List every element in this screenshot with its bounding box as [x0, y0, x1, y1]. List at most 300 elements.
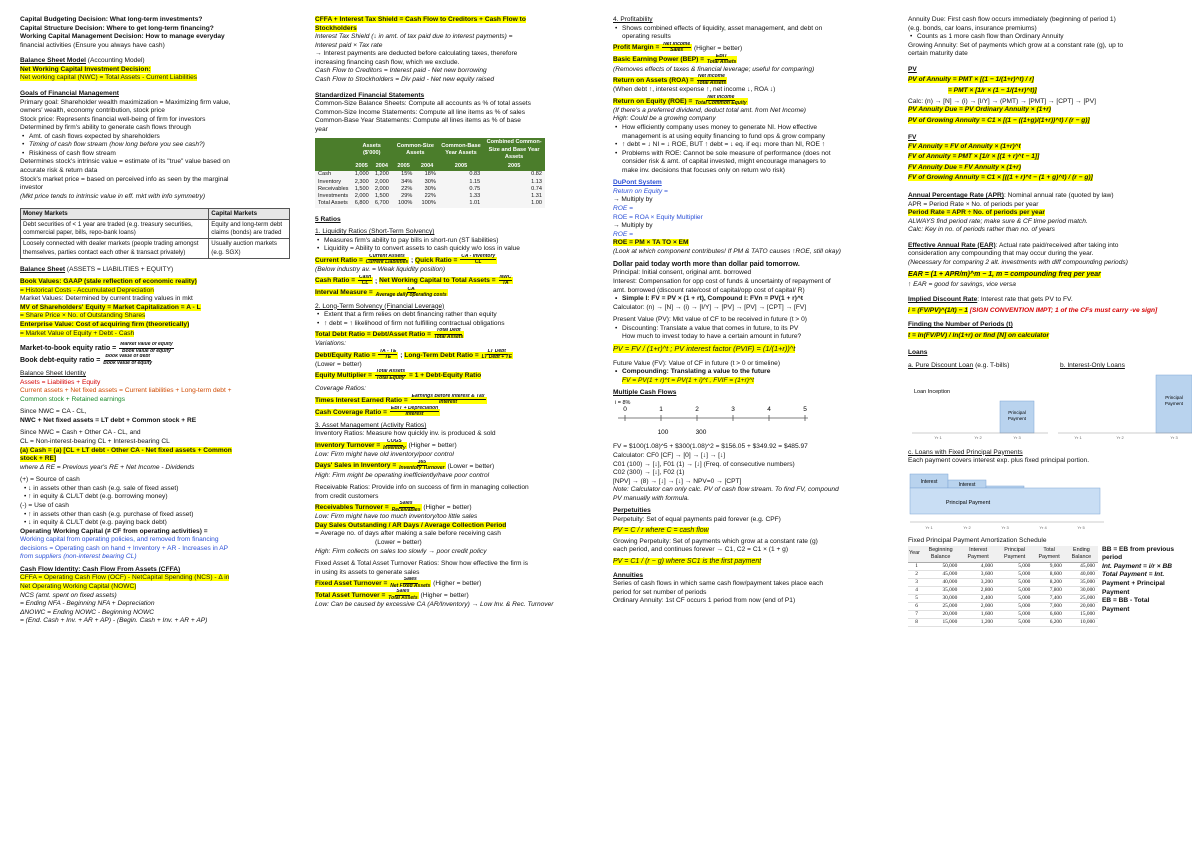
cr-den: Current Liabilities — [365, 259, 409, 266]
bep-den: Total Assets — [706, 59, 737, 66]
ear-tail: ↑ EAR = good for savings, vice versa — [908, 280, 1016, 288]
am-cell: 1 — [908, 562, 921, 570]
am-cell: 25,000 — [921, 602, 960, 610]
ccr-num: EBIT + Depreciation — [390, 405, 439, 411]
dsi-num: 365 — [417, 459, 427, 465]
bdr-den: Book value of equity — [103, 359, 153, 366]
cfi-line: NCS (amt. spent on fixed assets) — [20, 591, 117, 599]
im-num: CA — [407, 286, 415, 292]
im-fraction — [376, 287, 447, 299]
pdl-note: (e.g. T-bills) — [973, 361, 1010, 369]
cash-num: Cash — [358, 274, 372, 280]
am-row — [908, 618, 1098, 626]
am-cell: 40,000 — [1065, 570, 1098, 578]
am-title: 3. Asset Management (Activity Ratios) — [315, 421, 427, 429]
mtb-label: Market-to-book equity ratio = — [20, 344, 117, 352]
am-cell: 2,400 — [960, 594, 996, 602]
ccr-label: Cash Coverage Ratio = — [315, 408, 388, 416]
am-header: Ending Balance — [1065, 546, 1098, 563]
tdr-label: Total Debt Ratio = Debt/Asset Ratio = — [315, 330, 432, 338]
simple-interest: • Simple I: FV = PV × (1 + rt), Compound I: FVn = PV(1 + r)^t — [613, 295, 896, 304]
fv-annuity-due: FV Annuity Due = FV Annuity × (1+r) — [908, 163, 1021, 171]
mcf-line: Calculator: CF0 [CF] → [0] → [↓] → [↓] — [613, 451, 726, 459]
am-cell: 3 — [908, 578, 921, 586]
am-cell: 5,000 — [996, 602, 1033, 610]
cs-cell: 2,000 — [372, 186, 392, 193]
source-line: • ↓ in equity & CL/LT debt (e.g. paying back debt) — [24, 519, 167, 527]
fv-title: Future Value (FV): Value of CF in future (t > 0 or timeline) — [613, 359, 781, 367]
cs-row — [315, 186, 545, 193]
variations: Variations: — [315, 340, 346, 348]
am-cell: 5 — [908, 594, 921, 602]
ad-line: Annuity Due: First cash flow occurs immediately (beginning of period 1) — [908, 16, 1116, 23]
qr-label: Quick Ratio = — [415, 256, 458, 264]
prof-bullet: operating results — [622, 33, 671, 41]
im-den: Average daily operating costs — [375, 292, 447, 299]
cov-title: Coverage Ratios: — [315, 385, 366, 393]
am-cell: 5,000 — [996, 578, 1033, 586]
am-cell: 9,000 — [1033, 562, 1064, 570]
cs-sub: 2005 — [351, 162, 371, 171]
goals-tail: Stock's market price = based on perceived info as seen by the marginal — [20, 175, 229, 183]
dupont-final: ROE = PM × TA TO × EM — [613, 239, 689, 247]
rt-tail: (Higher = better) — [423, 504, 472, 512]
mcf-line: PV manually with formula. — [613, 494, 690, 502]
mtb-den: Book value of equity — [122, 347, 171, 354]
pdl-year: Yr 3 — [1013, 434, 1021, 440]
inv-line: Inventory Ratios: Measure how quickly inv. is produced & sold — [315, 430, 496, 438]
bs-note: (ASSETS = LIABILITIES + EQUITY) — [65, 265, 174, 273]
cs-sub: 2005 — [483, 162, 545, 171]
cfi-line: = (End. Cash + Inv. + AR + AP) - (Begin. Cash + Inv. + AR + AP) — [20, 617, 208, 625]
fp-principal-label: Principal Payment — [945, 499, 991, 506]
fp-interest-bar — [986, 486, 1024, 488]
bep-num: EBIT — [715, 53, 728, 59]
am-cell: 7,800 — [1033, 586, 1064, 594]
pm-den: Sales — [670, 47, 684, 54]
cfi-hl: CFFA = Operating Cash Flow (OCF) - NetCapital Spending (NCS) - Δ in — [20, 574, 230, 582]
pm-num: Net Income — [663, 41, 691, 47]
timeline-tick-label: 0 — [623, 405, 627, 413]
am-cell: 8,200 — [1033, 578, 1064, 586]
sfs-line: Common-Size Income Statements: Compute all line items as % of sales — [315, 108, 525, 116]
dso-line: = Average no. of days after making a sale before receiving cash — [315, 530, 501, 538]
em-tail: = 1 + Debt-Equity Ratio — [409, 372, 482, 380]
am-cell: 6,600 — [1033, 610, 1064, 618]
ear-formula: EAR = (1 + APR/m)^m − 1, m = compounding freq per year — [908, 270, 1101, 278]
common-size-table — [315, 138, 545, 207]
roa-den: Total Assets — [696, 79, 727, 86]
pm-label: Profit Margin = — [613, 44, 660, 52]
cs-cell: 1.15 — [439, 179, 483, 186]
perp-title: Perpetuities — [613, 507, 651, 515]
bep-note: (Removes effects of taxes & financial leverage; useful for comparing) — [613, 65, 815, 73]
tdr-den: Total Assets — [433, 333, 464, 340]
iol-year: Yr 3 — [1170, 434, 1178, 440]
mtb-fraction — [119, 342, 174, 354]
am-cell: 15,000 — [921, 618, 960, 626]
cs-cell: 0.75 — [439, 186, 483, 193]
fp-interest-label: Interest — [958, 481, 976, 488]
mtb-num: Market value of equity — [120, 342, 173, 348]
pm-fraction — [662, 42, 691, 54]
cs-header: Assets ($'000) — [351, 138, 391, 162]
roa-label: Return on Assets (ROA) = — [613, 77, 694, 84]
iol-year: Yr 1 — [1074, 434, 1082, 440]
cs-cell: 100% — [392, 200, 415, 207]
dsi-label: Days' Sales in Inventory = — [315, 462, 397, 470]
sfs-line: year — [315, 125, 328, 133]
am-note: Int. Payment = i/r × BB — [1102, 562, 1172, 570]
markets-cell: Equity and long-term debt claims (bonds) are traded — [209, 220, 290, 239]
bdr-label: Book debt-equity ratio = — [20, 356, 101, 364]
roe-bullet: make inv. decisions that focuses only on return w/o risk) — [622, 166, 785, 174]
cffa-hl: Stockholders — [315, 24, 357, 32]
am-cell: 1,200 — [960, 618, 996, 626]
ear-title: Effective Annual Rate (EAR) — [908, 241, 996, 249]
cash-den: CL — [361, 280, 369, 287]
fp-interest-label: Interest — [920, 478, 938, 485]
interest-only-loan-chart — [1058, 375, 1192, 440]
principal-payment-label: Principal — [1008, 409, 1026, 415]
ann-title: Annuities — [613, 571, 644, 579]
intro-line: financial activities (Ensure you always have cash) — [20, 41, 165, 49]
roe-bullet: • How efficiently company uses money to generate NI. How effective — [613, 124, 896, 133]
de-label: Debt/Equity Ratio = — [315, 351, 376, 359]
tax-line: Interest Tax Shield (↓ in amt. of tax paid due to interest payments) = — [315, 33, 513, 41]
it-num: COGS — [387, 439, 402, 445]
timeline-tick-label: 3 — [731, 405, 735, 413]
am-cell: 8 — [908, 618, 921, 626]
apr-line: ALWAYS find period rate; make sure & CF time period match. — [908, 217, 1088, 225]
am-cell: 3,600 — [960, 570, 996, 578]
am-cell: 35,000 — [1065, 578, 1098, 586]
iol-year: Yr 2 — [1116, 434, 1124, 440]
it-low: Low: Firm might have old inventory/poor control — [315, 451, 454, 459]
markets-table — [20, 208, 290, 258]
cs-cell: 1.00 — [483, 200, 545, 207]
qr-num: CA - Inventory — [461, 253, 496, 259]
em-fraction — [375, 369, 406, 381]
bv-line: = Historical Costs - Accumulated Depreciation — [20, 286, 154, 294]
cash-equation-2: stock + RE] — [20, 455, 57, 463]
am-cell: 7,000 — [1033, 602, 1064, 610]
tat-label: Total Asset Turnover = — [315, 591, 386, 599]
nwc-line: NWC + Net fixed assets = LT debt + Common stock + RE — [20, 416, 197, 424]
tat-fraction — [388, 589, 417, 601]
qr-den: CL — [474, 259, 482, 266]
am-header: Principal Payment — [996, 546, 1033, 563]
markets-header: Capital Markets — [209, 209, 290, 220]
timeline-tick-label: 2 — [695, 405, 699, 413]
ear-line: (Necessary for comparing 2 alt. investments with diff compounding periods) — [908, 258, 1128, 266]
bv-line: Book Values: GAAP (stale reflection of economic reality) — [20, 278, 197, 286]
loan-inception-label: Loan Inception — [914, 388, 951, 395]
dupont-line: Return on Equity = — [613, 187, 668, 195]
tvm-line: Interest: Compensation for opp cost of funds & uncertainty of repayment of — [613, 278, 831, 286]
goals-bullet: • Timing of cash flow stream (how long before you see cash?) — [20, 141, 290, 150]
cs-row — [315, 193, 545, 200]
am-note: Total Payment = Int. — [1102, 571, 1165, 579]
liq-note: (Below industry av. = Weak liquidity position) — [315, 265, 446, 273]
idr-formula: i = (FV/PV)^(1/t) − 1 — [908, 306, 968, 314]
intro-line: Capital Structure Decision: Where to get long-term financing? — [20, 24, 214, 32]
mcf-line: C01 (100) → [↓], F01 (1) → [↓] (Freq. of consecutive numbers) — [613, 460, 795, 468]
ad-line: (e.g. bonds, car loans, insurance premiums) — [908, 24, 1037, 32]
roe-bullet: • ↑ debt = ↓ NI = ↓ ROE, BUT ↑ debt = ↓ eq. if eq↓ more than NI, ROE ↑ — [613, 141, 896, 150]
it-tail: (Higher = better) — [408, 441, 457, 449]
am-note: Payment — [1102, 605, 1130, 613]
rec-title: Receivable Ratios: Provide info on success of firm in managing collection — [315, 484, 529, 492]
cffa-hl: CFFA + Interest Tax Shield = Cash Flow to Creditors + Cash Flow to — [315, 16, 526, 23]
tie-label: Times Interest Earned Ratio = — [315, 396, 408, 404]
cs-cell: 30% — [415, 186, 438, 193]
markets-header: Money Markets — [21, 209, 209, 220]
sfs-line: Common-Size Balance Sheets: Compute all accounts as % of total assets — [315, 100, 531, 108]
source-line: (+) = Source of cash — [20, 476, 80, 484]
am-row — [908, 610, 1098, 618]
fat-tail: (Higher = better) — [433, 579, 482, 587]
bep-label: Basic Earning Power (BEP) = — [613, 56, 705, 64]
calc-line: Calculator: (n) → [N] → (i) → [I/Y] → [PV] → [PV] → [CPT] → [FV] — [613, 303, 807, 311]
tax-line: increasing financing cash flow, which we exclude. — [315, 58, 460, 66]
fp-years — [925, 525, 1085, 530]
lfp-line: Each payment covers interest exp. plus fixed principal portion. — [908, 457, 1090, 465]
pure-discount-loan-chart — [912, 389, 1048, 440]
cs-sub — [315, 162, 351, 171]
roe-label: Return on Equity (ROE) = — [613, 97, 693, 105]
roa-num: Net Income — [697, 74, 725, 80]
tvm-title: Dollar paid today worth more than dollar paid tomorrow. — [613, 261, 800, 269]
loans-title: Loans — [908, 349, 928, 357]
cs-cell: 29% — [392, 193, 415, 200]
fnp-formula: t = ln(FV/PV) / ln(1+r) or find [N] on calculator — [908, 331, 1050, 339]
am-notes — [1102, 546, 1192, 615]
fv-annuity: FV Annuity = FV of Annuity × (1+r)^t — [908, 142, 1021, 150]
cs-header: Common-Base Year Assets — [439, 138, 483, 162]
liq-bullet: • Liquidity = Ability to convert assets to cash quickly w/o loss in value — [315, 245, 590, 254]
am-cell: 4,000 — [960, 562, 996, 570]
bv-line: = Market Value of Equity + Debt - Cash — [20, 329, 135, 337]
cr-fraction — [366, 254, 409, 266]
qr-fraction — [460, 254, 496, 266]
lts-bullet: • ↑ debt = ↑ likelihood of firm not fulfilling contractual obligations — [315, 320, 590, 329]
owc-line: Working capital from operating policies, and removed from financing — [20, 536, 219, 544]
goals-title: Goals of Financial Management — [20, 89, 119, 97]
column-2: CFFA + Interest Tax Shield = Cash Flow to Creditors + Cash Flow to Stockholders Interest Tax Shield (↓ in amt. of tax paid due to interest payments) = Interest paid × Tax rate → Interest payments are deducted before calculating taxes, therefore increasing financing cash flow, which we exclude. Cash Flow to Creditors = Interest paid - Net new borrowing Cash Flow to Stockholders = Div paid - Net new equity raised Standardized Financial Statements Common-Size Balance Sheets: Compute all accounts as % of total assets Common-Size Income Statements: Compute all line items as % of sales Common-Base Year Statements: Compute all lines items as % of base year Assets ($'000) Common-Size Assets Common-Base Year Assets Combined Common-Size and Base Year Assets 2005 2004 2005 2004 2005 2005 Cash 1,000 1,200 15% 18% 0.83 0.82 Inventory 2,300 2,000 34% 30% 1.15 1.13 Receivables 1,500 2,000 22% 30% 0.75 0.74 Investments 2,000 1,500 29% 22% 1.33 1.31 Total Assets 6,800 6,700 100% 100% 1.01 1.00 5 Ratios 1. Liquidity Ratios (Short-Term Solvency) • Measures firm's ability to pay bills in short-run (ST liabilities) • Liquidity = Ability to convert assets to cash quickly w/o loss in value Current Ratio = $\frac{\text{Current Assets}}{\text{Current Liabilities}}$ ; Quick Ratio = $\frac{\text{CA - Inventory}}{CL}$ (Below industry av. = Weak liquidity position) Cash Ratio = $\frac{\text{Cash}}{CL}$ ; Net Working Capital to Total Assets = $\frac{\text{NWC}}{TA}$ Interval Measure = $\frac{CA}{\text{Average daily operating costs}}$ 2. Long-Term Solvency (Financial Leverage) • Extent that a firm relies on debt financing rather than equity • ↑ debt = ↑ likelihood of firm not fulfilling contractual obligations Total Debt Ratio = Debt/Asset Ratio = $\frac{\text{Total Debt}}{\text{Total Assets}}$ Variations: Debt/Equity Ratio = $\frac{TA - TE}{TE}$ ; Long-Term Debt Ratio = $\frac{\text{LT Debt}}{\text{LT Debt + TE}}$ (Lower = better) Equity Multiplier = $\frac{\text{Total Assets}}{\text{Total Equity}}$ = 1 + Debt-Equity Ratio Coverage Ratios: Times Interest Earned Ratio = $\frac{\text{Earnings Before Interest \& Tax}}{\text{Interest}}$ Cash Coverage Ratio = $\frac{\text{EBIT + Depreciation}}{\text{Interest}}$ 3. Asset Management (Activity Ratios) Inventory Ratios: Measure how quickly inv. is produced & sold Inventory Turnover = $\frac{\text{COGS}}{\text{Inventory}}$ (Higher = better) Low: Firm might have old inventory/poor control Days' Sales in Inventory = $\frac{365}{\text{Inventory Turnover}}$ (Lower = better) High: Firm might be operating inefficiently/have poor control Receivable Ratios: Provide info on success of firm in managing collection from credit customers Receivables Turnover = $\frac{\text{Sales}}{\text{Receivables}}$ (Higher = better) Low: Firm might have too much inventory/too little sales Day Sales Outstanding / AR Days / Average Collection Period = Average no. of days after making a sale before receiving cash (Lower = better) High: Firm collects on sales too slowly → poor credit policy Fixed Asset & Total Asset Turnover Ratios: Show how effective the firm is in using its assets to generate sales Fixed Asset Turnover = $\frac{\text{Sales}}{\text{Net Fixed Assets}}$ (Higher = better) Total Asset Turnover = $\frac{\text{Sales}}{\text{Total Assets}}$ (Higher = better) Low: Can be caused by excessive CA (AR/Inventory) → Low Inv. & Rec. Turnover — [315, 16, 590, 846]
pv-annuity-2: = PMT × [1/r × (1 − 1/(1+r)^t)] — [948, 86, 1037, 94]
goals-bullet: • Riskiness of cash flow stream — [20, 150, 290, 159]
owc-line: decisions = Operating cash on hand + Inventory + AR - Increases in AP — [20, 544, 229, 552]
fat-den: Net Fixed Assets — [390, 582, 431, 589]
roe-line: High: Could be a growing company — [613, 115, 716, 123]
intro-line: Working Capital Management Decision: How to manage everyday — [20, 33, 225, 41]
am-cell: 5,000 — [996, 594, 1033, 602]
am-cell: 20,000 — [921, 610, 960, 618]
goals-tail: investor — [20, 184, 44, 192]
gp-formula: PV = C1 / (r − g) where SC1 is the first payment — [613, 557, 762, 565]
timeline-tick-label: 1 — [659, 405, 663, 413]
apr-line: APR = Period Rate × No. of periods per year — [908, 200, 1039, 208]
nwcta-fraction — [499, 275, 513, 287]
prof-bullet: • Shows combined effects of liquidity, asset management, and debt on — [613, 25, 896, 34]
am-row — [908, 570, 1098, 578]
bsi-line: Current assets + Net fixed assets = Current liabilities + Long-term debt + — [20, 387, 232, 395]
fv-growing-annuity: FV of Growing Annuity = C1 × [((1 + r)^t − (1 + g)^t) / (r − g)] — [908, 174, 1093, 182]
pv-bullet: • Discounting: Translate a value that comes in future, to its PV — [613, 325, 896, 334]
cash-flow-timeline — [613, 398, 813, 440]
ccr-fraction — [390, 406, 439, 418]
timeline-value: 100 — [657, 428, 669, 436]
cs-row — [315, 171, 545, 178]
nwc-formula: Net working capital (NWC) = Total Assets - Current Liabilities — [20, 74, 198, 82]
cs-sub: 2005 — [392, 162, 415, 171]
liq-title: 1. Liquidity Ratios (Short-Term Solvency) — [315, 228, 435, 236]
ltd-label: Long-Term Debt Ratio = — [404, 351, 479, 359]
cfi-title: Cash Flow Identity: Cash Flow From Assets (CFFA) — [20, 565, 181, 573]
am-header: Total Payment — [1033, 546, 1064, 563]
bv-line: = Share Price × No. of Outstanding Shares — [20, 312, 146, 320]
cash-note: where Δ RE = Previous year's RE + Net Income - Dividends — [20, 463, 195, 471]
liq-bullet: • Measures firm's ability to pay bills in short-run (ST liabilities) — [315, 237, 590, 246]
de-fraction — [378, 349, 397, 361]
am-cell: 35,000 — [921, 586, 960, 594]
cs-header — [315, 138, 351, 162]
source-line: • ↑ in equity & CL/LT debt (e.g. borrowing money) — [24, 493, 168, 501]
am-cell: 7,400 — [1033, 594, 1064, 602]
cs-cell: 22% — [415, 193, 438, 200]
de-den: TE — [384, 354, 392, 361]
bv-line: Market Values: Determined by current trading values in mkt — [20, 295, 193, 303]
timeline-value: 300 — [695, 428, 707, 436]
tat-low: Low: Can be caused by excessive CA (AR/Inventory) → Low Inv. & Rec. Turnover — [315, 601, 554, 609]
bdr-fraction — [103, 354, 152, 366]
tax-line: → Interest payments are deducted before calculating taxes, therefore — [315, 50, 518, 58]
am-body — [908, 562, 1098, 626]
cash-equation: (a) Cash = (a) [CL + LT debt - Other CA - Net fixed assets + Common — [20, 446, 232, 454]
am-note: BB = EB from previous — [1102, 545, 1174, 553]
fnp-title: Finding the Number of Periods (t) — [908, 321, 1013, 329]
dso-tail: (Lower = better) — [375, 538, 422, 546]
cfi-line: ΔNOWC = Ending NOWC - Beginning NOWC — [20, 608, 154, 616]
nwc-line: Since NWC = CA - CL, — [20, 408, 87, 416]
am-cell: 5,000 — [996, 618, 1033, 626]
cs-sub: 2004 — [415, 162, 438, 171]
em-num: Total Assets — [375, 369, 406, 375]
mcf-line: C02 (300) → [↓], F02 (1) — [613, 469, 685, 477]
cs-cell: 1,500 — [372, 193, 392, 200]
rt-den: Receivables — [391, 506, 421, 513]
rt-num: Sales — [399, 501, 413, 507]
idr-title: Implied Discount Rate — [908, 296, 978, 304]
cash-label: Cash Ratio = — [315, 277, 356, 285]
markets-cell: Loosely connected with dealer markets (people trading amongst themselves, parties contact each other & transact privately) — [21, 239, 209, 258]
am-header: Beginning Balance — [921, 546, 960, 563]
iol-label: b. Interest-Only Loans — [1060, 361, 1125, 369]
am-row — [908, 594, 1098, 602]
am-note: EB = BB - Total — [1102, 597, 1150, 605]
rt-fraction — [392, 501, 421, 513]
em-label: Equity Multiplier = — [315, 372, 372, 380]
bsi-title: Balance Sheet Identity — [20, 370, 86, 378]
ga-line: certain maturity date — [908, 50, 968, 58]
bep-fraction — [707, 54, 736, 66]
cs-row — [315, 200, 545, 207]
owc-title: Operating Working Capital (≠ CF from operating activities) = — [20, 527, 208, 535]
am-row — [908, 586, 1098, 594]
pdl-year: Yr 2 — [974, 434, 982, 440]
fa-title: Fixed Asset & Total Asset Turnover Ratios: Show how effective the firm is — [315, 560, 529, 568]
ga-line: Growing Annuity: Set of payments which grow at a constant rate (g), up to — [908, 41, 1124, 49]
fat-num: Sales — [403, 577, 417, 583]
am-cell: 50,000 — [921, 562, 960, 570]
pv-growing-annuity: PV of Growing Annuity = C1 × [(1 − ((1+g)/(1+r))^t) / (r − g)] — [908, 116, 1090, 124]
am-cell: 10,000 — [1065, 618, 1098, 626]
loan-charts — [908, 371, 1192, 441]
roe-bullet: management is at using equity financing to fund ops & grow company — [622, 132, 826, 140]
lts-title: 2. Long-Term Solvency (Financial Leverage) — [315, 302, 445, 310]
dupont-line: ROE = — [613, 230, 633, 238]
cs-sub: 2005 — [439, 162, 483, 171]
cs-cell: 22% — [392, 186, 415, 193]
dupont-line: ROE = — [613, 205, 633, 212]
tdr-fraction — [434, 328, 463, 340]
gp-line: Growing Perpetuity: Set of payments which grow at a constant rate (g) — [613, 537, 818, 545]
am-cell: 8,600 — [1033, 570, 1064, 578]
dso-hl: Day Sales Outstanding / AR Days / Average Collection Period — [315, 521, 507, 529]
pv-head: PV — [908, 65, 917, 73]
markets-cell: Usually auction markets (e.g. SGX) — [209, 239, 290, 258]
cs-cell: Total Assets — [315, 200, 351, 207]
ann-line: Ordinary Annuity: 1st CF occurs 1 period from now (end of P1) — [613, 597, 796, 605]
pv-formula: PV = FV / (1+r)^t ; PV interest factor (PVIF) = (1/(1+r))^t — [613, 343, 796, 353]
lower-note: (Lower = better) — [315, 360, 362, 368]
am-note: period — [1102, 554, 1123, 562]
am-cell: 15,000 — [1065, 610, 1098, 618]
fixed-principal-chart — [908, 466, 1108, 534]
section-note: (Accounting Model) — [85, 57, 145, 65]
mcf-line: Note: Calculator can only calc. PV of cash flow stream. To find FV, compound — [613, 486, 839, 494]
section-title: Balance Sheet Model — [20, 57, 86, 65]
fv-annuity-2: FV of Annuity = PMT × [1/r × [(1 + r)^t − 1]] — [908, 153, 1040, 161]
im-label: Interval Measure = — [315, 289, 373, 297]
am-cell: 20,000 — [1065, 602, 1098, 610]
am-note: Payment + Principal — [1102, 580, 1165, 588]
tdr-num: Total Debt — [436, 328, 461, 334]
am-row — [908, 602, 1098, 610]
fpp-title: Fixed Principal Payment Amortization Schedule — [908, 537, 1047, 545]
am-cell: 45,000 — [921, 570, 960, 578]
column-1 — [20, 16, 290, 846]
principal-payment-label-2: Payment — [1007, 415, 1027, 421]
nwcta-den: TA — [502, 280, 509, 287]
am-cell: 45,000 — [1065, 562, 1098, 570]
dsi-fraction — [399, 460, 444, 472]
fv-formula: FV = PV(1 + r)^t = PV(1 + i)^t , FVIF = (1+r)^t — [622, 376, 754, 384]
nwc-line: Since NWC = Cash + Other CA - CL, and — [20, 429, 141, 437]
goals-tail: Determines stock's intrinsic value = estimate of its "true" value based on — [20, 158, 230, 166]
am-header: Interest Payment — [960, 546, 996, 563]
am-cell: 5,000 — [996, 562, 1033, 570]
dupont-line: ROE = ROA × Equity Multiplier — [613, 213, 703, 221]
am-cell: 7 — [908, 610, 921, 618]
fp-year: Yr 2 — [963, 524, 971, 530]
dsi-high: High: Firm might be operating inefficiently/have poor control — [315, 471, 490, 479]
cs-cell: 2,300 — [351, 179, 371, 186]
dso-high: High: Firm collects on sales too slowly → poor credit policy — [315, 547, 487, 555]
cs-cell: Inventory — [315, 179, 351, 186]
perp-line: Perpetuity: Set of equal payments paid forever (e.g. CPF) — [613, 515, 781, 523]
